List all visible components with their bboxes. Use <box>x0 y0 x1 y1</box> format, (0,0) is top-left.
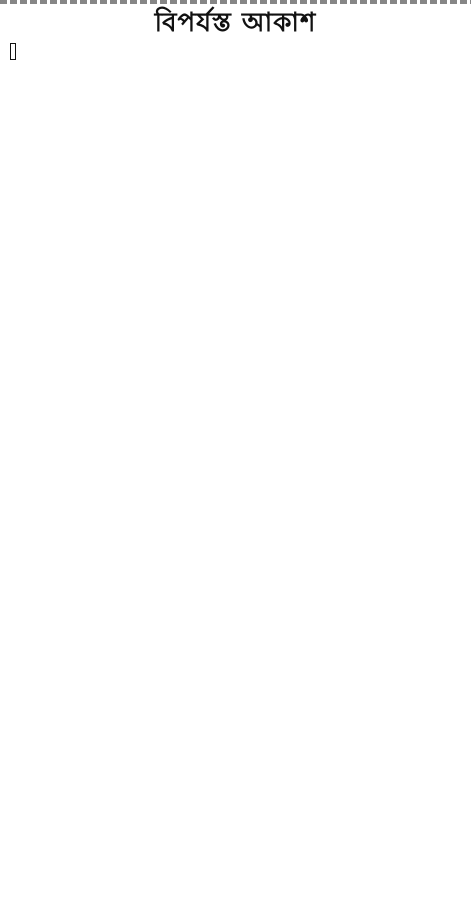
article-body <box>10 42 462 904</box>
paragraph-airport-continued <box>10 82 462 102</box>
paragraph-munshiganj-section <box>10 141 462 161</box>
paragraph-manikganj-section <box>10 161 462 181</box>
paragraph-jump-continuation <box>10 42 462 62</box>
headline: বিপর্যস্ত আকাশ <box>154 8 317 38</box>
paragraph-tangail-continued <box>10 121 462 141</box>
paragraph-tangail-section <box>10 101 462 121</box>
paragraph-airport-section <box>10 62 462 82</box>
previous-page-edge-strip <box>0 0 471 4</box>
continuation-tag <box>10 43 16 60</box>
